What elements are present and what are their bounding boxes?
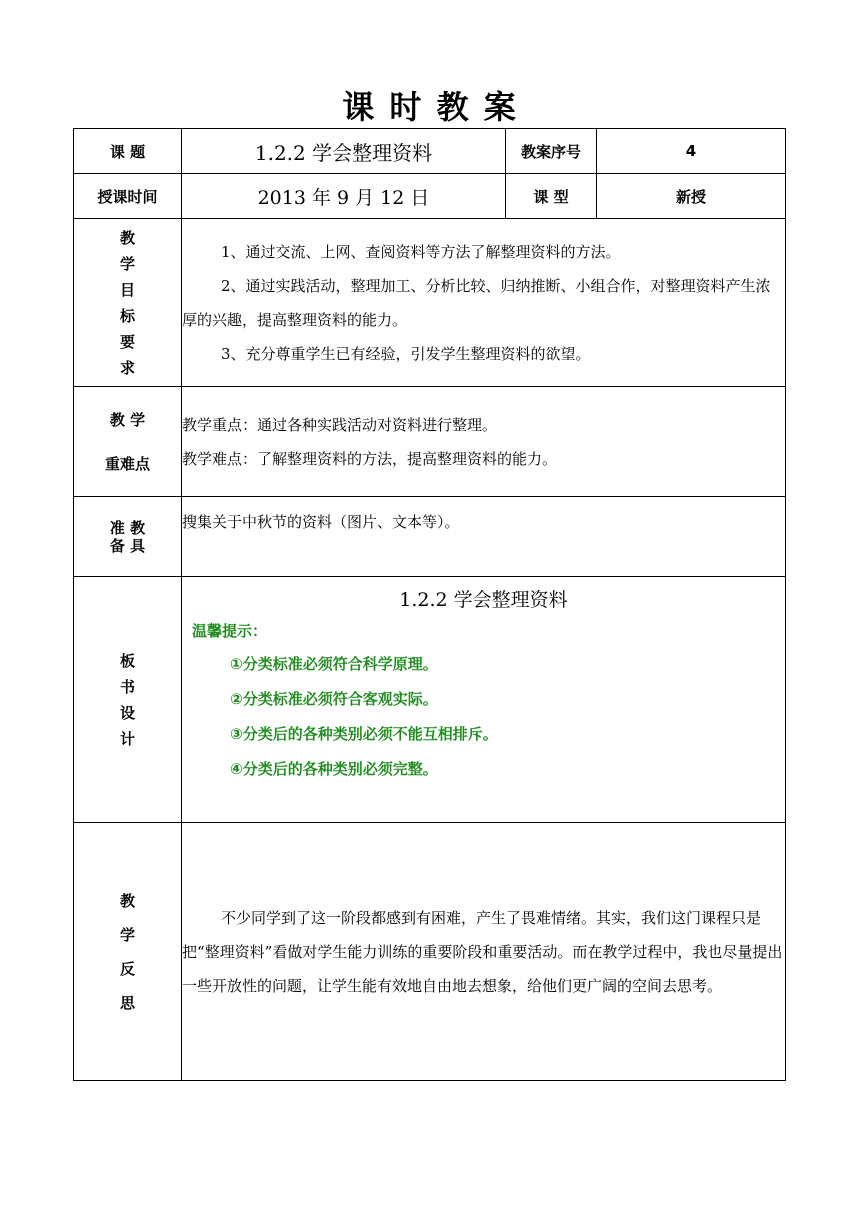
board-heading: 1.2.2 学会整理资料 <box>399 589 568 611</box>
goal-item: 2、通过实践活动，整理加工、分析比较、归纳推断、小组合作，对整理资料产生浓厚的兴趣，提高整理资料的能力。 <box>182 276 771 329</box>
board-content <box>182 577 786 823</box>
type-value: 新授 <box>597 174 786 219</box>
reflection-content <box>182 823 786 1081</box>
goal-item: 3、充分尊重学生已有经验，引发学生整理资料的欲望。 <box>221 344 591 363</box>
tip-item: ②分类标准必须符合客观实际。 <box>230 690 438 708</box>
lesson-plan-table <box>73 128 786 1081</box>
topic-value: 1.2.2 学会整理资料 <box>182 129 506 174</box>
goals-row <box>74 219 786 387</box>
type-label: 课 型 <box>506 174 597 219</box>
goal-item: 1、通过交流、上网、查阅资料等方法了解整理资料的方法。 <box>221 242 621 261</box>
keypoints-row <box>74 387 786 497</box>
time-row <box>74 174 786 219</box>
tip-item: ①分类标准必须符合科学原理。 <box>230 655 438 673</box>
goals-label: 教 学 目 标 要 求 <box>74 219 182 387</box>
key-difficulty: 教学难点：了解整理资料的方法，提高整理资料的能力。 <box>182 449 558 468</box>
prep-row <box>74 497 786 577</box>
topic-label: 课 题 <box>74 129 182 174</box>
board-row <box>74 577 786 823</box>
prep-label: 准 教 备 具 <box>74 497 182 577</box>
topic-row <box>74 129 786 174</box>
prep-content: 搜集关于中秋节的资料（图片、文本等）。 <box>182 497 786 577</box>
keypoints-content <box>182 387 786 497</box>
tip-item: ③分类后的各种类别必须不能互相排斥。 <box>230 725 498 743</box>
serial-value: 4 <box>597 129 786 174</box>
date-value: 2013 年 9 月 12 日 <box>182 174 506 219</box>
board-label: 板 书 设 计 <box>74 577 182 823</box>
tip-item: ④分类后的各种类别必须完整。 <box>230 760 438 778</box>
reflection-label: 教 学 反 思 <box>74 823 182 1081</box>
reflection-row <box>74 823 786 1081</box>
time-label: 授课时间 <box>74 174 182 219</box>
reflection-text: 不少同学到了这一阶段都感到有困难，产生了畏难情绪。其实，我们这门课程只是把“整理资料”看做对学生能力训练的重要阶段和重要活动。而在教学过程中，我也尽量提出一些开放性的问题，让学生能有效地自由地去想象，给他们更广阔的空间去思考。 <box>182 908 783 995</box>
goals-content <box>182 219 786 387</box>
tip-title: 温馨提示： <box>192 622 268 640</box>
serial-label: 教案序号 <box>506 129 597 174</box>
keypoints-label: 教 学 重难点 <box>74 387 182 497</box>
key-focus: 教学重点：通过各种实践活动对资料进行整理。 <box>182 415 498 434</box>
page-title: 课 时 教 案 <box>342 88 518 126</box>
